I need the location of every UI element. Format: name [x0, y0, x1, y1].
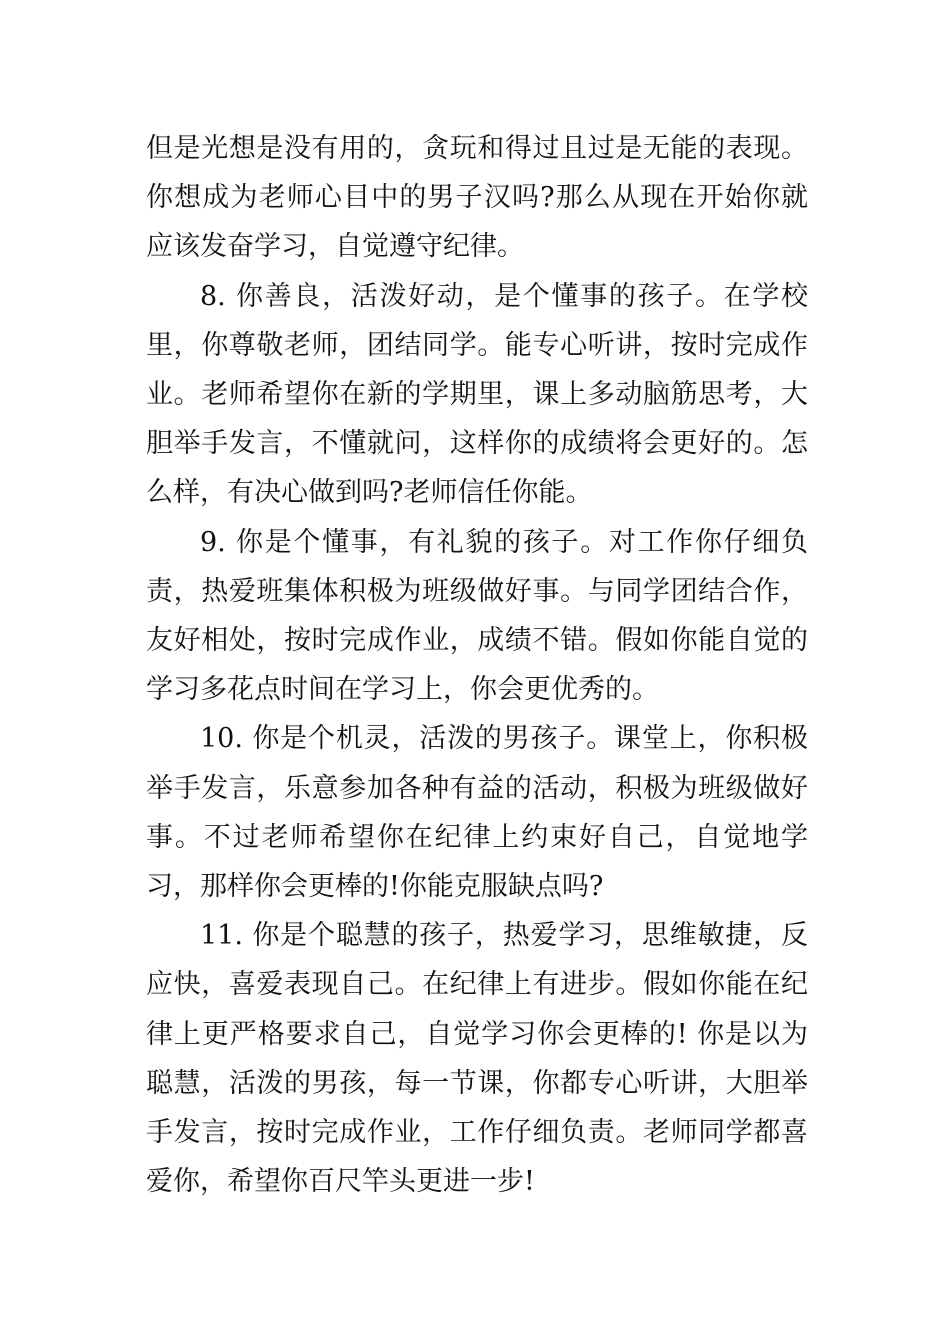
- paragraph-continuation: 但是光想是没有用的，贪玩和得过且过是无能的表现。你想成为老师心目中的男子汉吗?那么从现在开始你就应该发奋学习，自觉遵守纪律。: [146, 133, 808, 263]
- paragraph-comment-9: 9. 你是个懂事，有礼貌的孩子。对工作你仔细负责，热爱班集体积极为班级做好事。与同学团结合作，友好相处，按时完成作业，成绩不错。假如你能自觉的学习多花点时间在学习上，你会更优秀的。: [146, 526, 808, 706]
- paragraph-comment-11: 11. 你是个聪慧的孩子，热爱学习，思维敏捷，反应快，喜爱表现自己。在纪律上有进步。假如你能在纪律上更严格要求自己，自觉学习你会更棒的! 你是以为聪慧，活泼的男孩，每一节课，你都专心听讲，大胆举手发言，按时完成作业，工作仔细负责。老师同学都喜爱你，希望你百尺竿头更进一步!: [146, 920, 808, 1198]
- document-body: [146, 124, 808, 1206]
- paragraph-comment-8: 8. 你善良，活泼好动，是个懂事的孩子。在学校里，你尊敬老师，团结同学。能专心听讲，按时完成作业。老师希望你在新的学期里，课上多动脑筋思考，大胆举手发言，不懂就问，这样你的成绩将会更好的。怎么样，有决心做到吗?老师信任你能。: [146, 280, 808, 509]
- paragraph-comment-10: 10. 你是个机灵，活泼的男孩子。课堂上，你积极举手发言，乐意参加各种有益的活动，积极为班级做好事。不过老师希望你在纪律上约束好自己，自觉地学习，那样你会更棒的!你能克服缺点吗?: [146, 723, 808, 903]
